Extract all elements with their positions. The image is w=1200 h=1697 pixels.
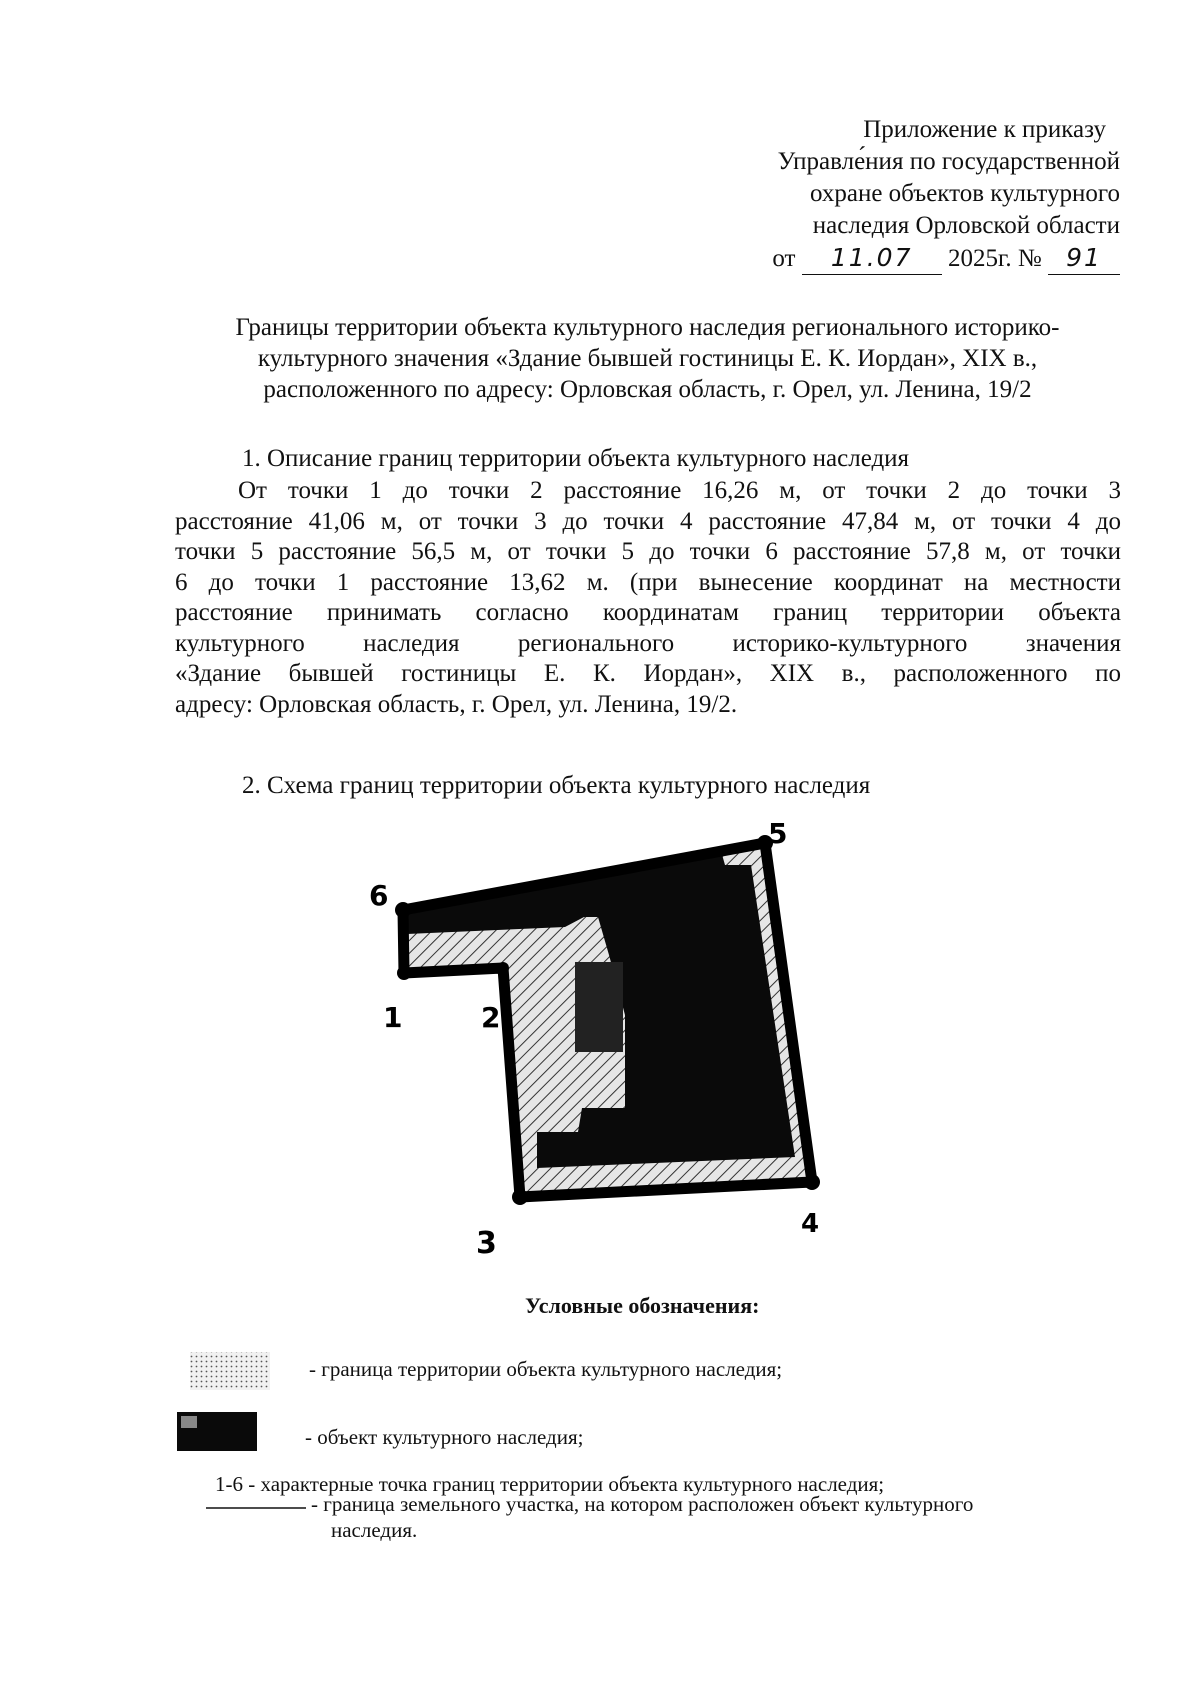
- body-line-7: «Здание бывшей гостиницы Е. К. Иордан», XIX в., расположенного по: [175, 660, 1121, 687]
- title-line-2: культурного значения «Здание бывшей гостиницы Е. К. Иордан», XIX в.,: [257, 345, 1038, 372]
- vertex-marker-4: [804, 1174, 820, 1190]
- vertex-marker-3: [512, 1189, 528, 1205]
- legend-title: Условные обозначения:: [525, 1293, 760, 1318]
- vertex-marker-2: [497, 962, 509, 974]
- legend-item-points: 1-6 - характерные точка границ территории объекта культурного наследия;: [215, 1472, 885, 1496]
- body-line-2: расстояние 41,06 м, от точки 3 до точки 4 расстояние 47,84 м, от точки 4 до: [175, 507, 1121, 535]
- header-line-1: Приложение к приказу: [863, 116, 1106, 143]
- legend-swatch-territory: [190, 1352, 270, 1390]
- legend-item-object: - объект культурного наследия;: [305, 1425, 584, 1449]
- body-line-8: адресу: Орловская область, г. Орел, ул. Ленина, 19/2.: [175, 690, 738, 718]
- section2-heading: 2. Схема границ территории объекта культурного наследия: [242, 772, 871, 799]
- point-label-1: 1: [383, 1001, 403, 1034]
- header-line-4: наследия Орловской области: [812, 212, 1120, 239]
- point-label-4: 4: [801, 1209, 820, 1239]
- title-line-1: Границы территории объекта культурного наследия регионального историко-: [235, 314, 1060, 341]
- body-line-3: точки 5 расстояние 56,5 м, от точки 5 до точки 6 расстояние 57,8 м, от точки: [175, 538, 1121, 565]
- legend-item-plot-line-2: наследия.: [331, 1518, 418, 1542]
- body-line-6: культурного наследия регионального историко-культурного значения: [175, 629, 1121, 657]
- legend-swatch-object-mark: [181, 1416, 197, 1428]
- section1-heading: 1. Описание границ территории объекта культурного наследия: [242, 445, 910, 472]
- handwritten-date: 11.07: [802, 242, 942, 275]
- point-label-3: 3: [476, 1226, 497, 1261]
- legend-item-territory: - граница территории объекта культурного наследия;: [309, 1357, 783, 1381]
- point-label-2: 2: [481, 1001, 501, 1034]
- handwritten-order-number: 91: [1048, 242, 1120, 275]
- body-line-4: 6 до точки 1 расстояние 13,62 м. (при вынесение координат на местности: [175, 568, 1121, 596]
- title-line-3: расположенного по адресу: Орловская область, г. Орел, ул. Ленина, 19/2: [263, 376, 1032, 403]
- point-label-6: 6: [369, 879, 389, 912]
- header-line-2: Управле́ния по государственной: [777, 148, 1120, 175]
- vertex-marker-1: [397, 966, 411, 980]
- heritage-inner-part: [575, 962, 623, 1052]
- body-line-1: От точки 1 до точки 2 расстояние 16,26 м, от точки 2 до точки 3: [238, 477, 1121, 504]
- header-line-3: охране объектов культурного: [809, 180, 1120, 207]
- vertex-marker-6: [395, 902, 411, 918]
- legend-item-plot-line-1: - граница земельного участка, на котором расположен объект культурного: [311, 1492, 974, 1516]
- year-number-label: 2025г. №: [947, 245, 1042, 272]
- date-prefix: от: [772, 245, 796, 272]
- body-line-5: расстояние принимать согласно координатам границ территории объекта: [175, 599, 1121, 626]
- point-label-5: 5: [768, 817, 788, 850]
